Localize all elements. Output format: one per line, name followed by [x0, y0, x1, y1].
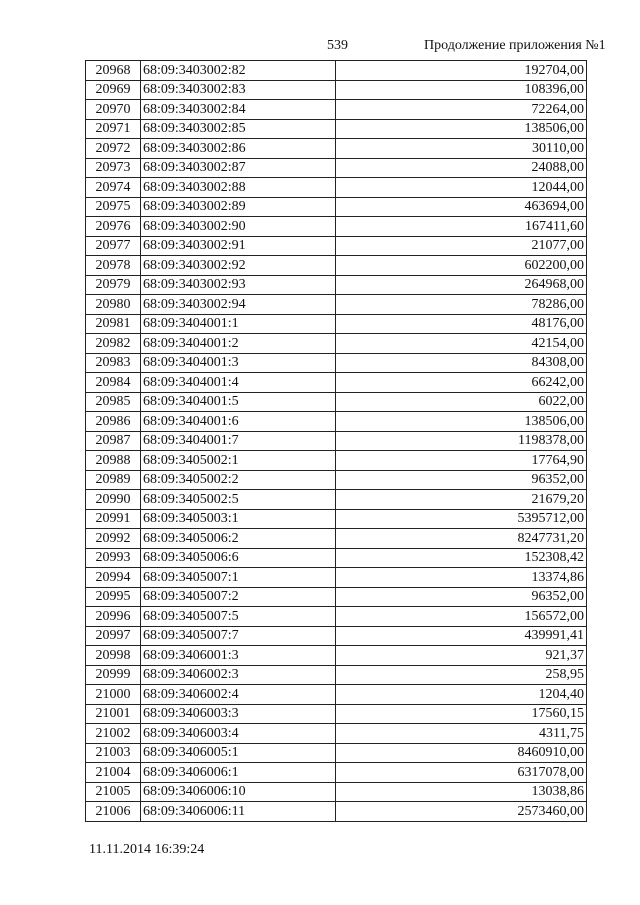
cadastral-number-cell: 68:09:3406006:11 [141, 802, 336, 822]
value-cell: 30110,00 [336, 139, 587, 159]
cadastral-number-cell: 68:09:3404001:5 [141, 392, 336, 412]
value-cell: 78286,00 [336, 295, 587, 315]
table-row [86, 607, 587, 627]
value-cell: 4311,75 [336, 724, 587, 744]
row-number-cell: 20979 [86, 275, 141, 295]
table-row [86, 353, 587, 373]
table-row [86, 412, 587, 432]
row-number-cell: 20981 [86, 314, 141, 334]
value-cell: 108396,00 [336, 80, 587, 100]
row-number-cell: 20976 [86, 217, 141, 237]
table-row [86, 509, 587, 529]
cadastral-number-cell: 68:09:3405007:5 [141, 607, 336, 627]
row-number-cell: 20999 [86, 665, 141, 685]
row-number-cell: 20990 [86, 490, 141, 510]
row-number-cell: 21003 [86, 743, 141, 763]
value-cell: 258,95 [336, 665, 587, 685]
value-cell: 6022,00 [336, 392, 587, 412]
table-row [86, 373, 587, 393]
cadastral-number-cell: 68:09:3403002:82 [141, 61, 336, 81]
value-cell: 463694,00 [336, 197, 587, 217]
row-number-cell: 20986 [86, 412, 141, 432]
table-row [86, 568, 587, 588]
cadastral-number-cell: 68:09:3404001:2 [141, 334, 336, 354]
cadastral-number-cell: 68:09:3406003:3 [141, 704, 336, 724]
table-row [86, 80, 587, 100]
cadastral-number-cell: 68:09:3405007:1 [141, 568, 336, 588]
page-number: 539 [327, 38, 348, 53]
value-cell: 13374,86 [336, 568, 587, 588]
value-cell: 192704,00 [336, 61, 587, 81]
table-row [86, 275, 587, 295]
table-row [86, 158, 587, 178]
row-number-cell: 20973 [86, 158, 141, 178]
table-row [86, 782, 587, 802]
cadastral-number-cell: 68:09:3405006:2 [141, 529, 336, 549]
cadastral-number-cell: 68:09:3404001:7 [141, 431, 336, 451]
value-cell: 21077,00 [336, 236, 587, 256]
table-row [86, 587, 587, 607]
table-row [86, 685, 587, 705]
row-number-cell: 20971 [86, 119, 141, 139]
row-number-cell: 21004 [86, 763, 141, 783]
table-row [86, 119, 587, 139]
row-number-cell: 20989 [86, 470, 141, 490]
appendix-title: Продолжение приложения №1 [424, 38, 606, 53]
value-cell: 602200,00 [336, 256, 587, 276]
value-cell: 24088,00 [336, 158, 587, 178]
value-cell: 48176,00 [336, 314, 587, 334]
cadastral-number-cell: 68:09:3403002:90 [141, 217, 336, 237]
value-cell: 72264,00 [336, 100, 587, 120]
table-row [86, 802, 587, 822]
row-number-cell: 20991 [86, 509, 141, 529]
table-row [86, 139, 587, 159]
row-number-cell: 20987 [86, 431, 141, 451]
table-row [86, 314, 587, 334]
value-cell: 13038,86 [336, 782, 587, 802]
value-cell: 439991,41 [336, 626, 587, 646]
row-number-cell: 20974 [86, 178, 141, 198]
cadastral-number-cell: 68:09:3406005:1 [141, 743, 336, 763]
row-number-cell: 20977 [86, 236, 141, 256]
table-row [86, 763, 587, 783]
table-row [86, 61, 587, 81]
row-number-cell: 20983 [86, 353, 141, 373]
cadastral-number-cell: 68:09:3405003:1 [141, 509, 336, 529]
value-cell: 21679,20 [336, 490, 587, 510]
value-cell: 5395712,00 [336, 509, 587, 529]
value-cell: 921,37 [336, 646, 587, 666]
cadastral-number-cell: 68:09:3405007:7 [141, 626, 336, 646]
cadastral-number-cell: 68:09:3405002:1 [141, 451, 336, 471]
row-number-cell: 20984 [86, 373, 141, 393]
cadastral-number-cell: 68:09:3406002:3 [141, 665, 336, 685]
value-cell: 17560,15 [336, 704, 587, 724]
row-number-cell: 20972 [86, 139, 141, 159]
table-row [86, 626, 587, 646]
value-cell: 1204,40 [336, 685, 587, 705]
print-timestamp: 11.11.2014 16:39:24 [89, 842, 205, 857]
cadastral-number-cell: 68:09:3404001:3 [141, 353, 336, 373]
row-number-cell: 20982 [86, 334, 141, 354]
row-number-cell: 20970 [86, 100, 141, 120]
cadastral-number-cell: 68:09:3403002:87 [141, 158, 336, 178]
table-row [86, 451, 587, 471]
table-row [86, 295, 587, 315]
value-cell: 96352,00 [336, 587, 587, 607]
cadastral-number-cell: 68:09:3404001:4 [141, 373, 336, 393]
value-cell: 156572,00 [336, 607, 587, 627]
value-cell: 42154,00 [336, 334, 587, 354]
row-number-cell: 20968 [86, 61, 141, 81]
row-number-cell: 20985 [86, 392, 141, 412]
table-row [86, 646, 587, 666]
table-row [86, 490, 587, 510]
cadastral-table [85, 60, 587, 822]
cadastral-number-cell: 68:09:3403002:89 [141, 197, 336, 217]
row-number-cell: 21006 [86, 802, 141, 822]
cadastral-number-cell: 68:09:3405006:6 [141, 548, 336, 568]
row-number-cell: 20980 [86, 295, 141, 315]
cadastral-number-cell: 68:09:3403002:83 [141, 80, 336, 100]
row-number-cell: 20994 [86, 568, 141, 588]
row-number-cell: 20997 [86, 626, 141, 646]
row-number-cell: 20995 [86, 587, 141, 607]
cadastral-number-cell: 68:09:3403002:86 [141, 139, 336, 159]
table-row [86, 665, 587, 685]
value-cell: 84308,00 [336, 353, 587, 373]
table-row [86, 724, 587, 744]
cadastral-number-cell: 68:09:3403002:85 [141, 119, 336, 139]
value-cell: 138506,00 [336, 412, 587, 432]
value-cell: 1198378,00 [336, 431, 587, 451]
value-cell: 17764,90 [336, 451, 587, 471]
cadastral-number-cell: 68:09:3406003:4 [141, 724, 336, 744]
table-row [86, 743, 587, 763]
value-cell: 2573460,00 [336, 802, 587, 822]
cadastral-number-cell: 68:09:3403002:84 [141, 100, 336, 120]
value-cell: 66242,00 [336, 373, 587, 393]
value-cell: 264968,00 [336, 275, 587, 295]
value-cell: 152308,42 [336, 548, 587, 568]
cadastral-number-cell: 68:09:3403002:92 [141, 256, 336, 276]
row-number-cell: 21001 [86, 704, 141, 724]
cadastral-number-cell: 68:09:3403002:91 [141, 236, 336, 256]
value-cell: 6317078,00 [336, 763, 587, 783]
table-row [86, 236, 587, 256]
cadastral-number-cell: 68:09:3405002:2 [141, 470, 336, 490]
row-number-cell: 20992 [86, 529, 141, 549]
cadastral-number-cell: 68:09:3406001:3 [141, 646, 336, 666]
cadastral-number-cell: 68:09:3405002:5 [141, 490, 336, 510]
cadastral-number-cell: 68:09:3406002:4 [141, 685, 336, 705]
table-row [86, 178, 587, 198]
value-cell: 8460910,00 [336, 743, 587, 763]
table-row [86, 548, 587, 568]
cadastral-number-cell: 68:09:3404001:1 [141, 314, 336, 334]
row-number-cell: 20996 [86, 607, 141, 627]
row-number-cell: 21000 [86, 685, 141, 705]
table-row [86, 470, 587, 490]
row-number-cell: 20988 [86, 451, 141, 471]
cadastral-number-cell: 68:09:3404001:6 [141, 412, 336, 432]
value-cell: 8247731,20 [336, 529, 587, 549]
table-row [86, 100, 587, 120]
row-number-cell: 21002 [86, 724, 141, 744]
table-row [86, 334, 587, 354]
cadastral-number-cell: 68:09:3403002:88 [141, 178, 336, 198]
table-row [86, 197, 587, 217]
table-row [86, 704, 587, 724]
cadastral-number-cell: 68:09:3406006:10 [141, 782, 336, 802]
table-row [86, 256, 587, 276]
cadastral-number-cell: 68:09:3403002:93 [141, 275, 336, 295]
row-number-cell: 21005 [86, 782, 141, 802]
row-number-cell: 20969 [86, 80, 141, 100]
row-number-cell: 20998 [86, 646, 141, 666]
table-row [86, 529, 587, 549]
cadastral-number-cell: 68:09:3406006:1 [141, 763, 336, 783]
row-number-cell: 20993 [86, 548, 141, 568]
table-row [86, 217, 587, 237]
value-cell: 138506,00 [336, 119, 587, 139]
row-number-cell: 20975 [86, 197, 141, 217]
value-cell: 12044,00 [336, 178, 587, 198]
row-number-cell: 20978 [86, 256, 141, 276]
value-cell: 96352,00 [336, 470, 587, 490]
cadastral-number-cell: 68:09:3405007:2 [141, 587, 336, 607]
table-row [86, 392, 587, 412]
table-row [86, 431, 587, 451]
cadastral-number-cell: 68:09:3403002:94 [141, 295, 336, 315]
value-cell: 167411,60 [336, 217, 587, 237]
